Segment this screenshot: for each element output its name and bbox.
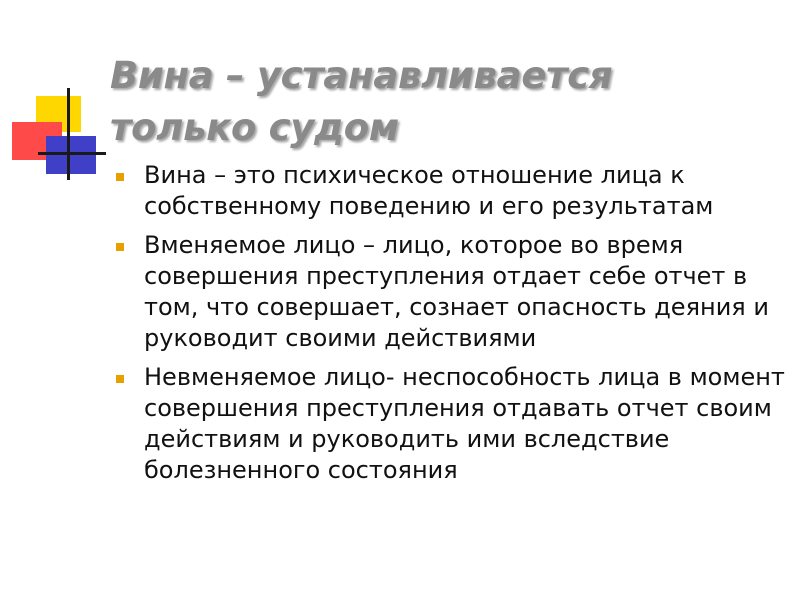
bullet-list [110, 160, 790, 494]
bullet-square-icon [116, 375, 124, 383]
decor-horizontal-line [38, 152, 106, 155]
bullet-text: Невменяемое лицо- неспособность лица в момент совершения преступления отдавать отчет своим действиям и руководить ими вследствие болезненного состояния [144, 363, 785, 484]
bullet-item [110, 160, 790, 222]
decor-blue-square [46, 136, 96, 174]
decor-vertical-line [67, 88, 70, 180]
bullet-square-icon [116, 173, 124, 181]
bullet-square-icon [116, 243, 124, 251]
bullet-item [110, 230, 790, 354]
slide-title: Вина – устанавливается только судом [110, 54, 613, 149]
bullet-text: Вменяемое лицо – лицо, которое во время совершения преступления отдает себе отчет в том, что совершает, сознает опасность деяния и руководит своими действиями [144, 231, 769, 352]
bullet-item [110, 362, 790, 486]
bullet-text: Вина – это психическое отношение лица к собственному поведению и его результатам [144, 161, 714, 220]
